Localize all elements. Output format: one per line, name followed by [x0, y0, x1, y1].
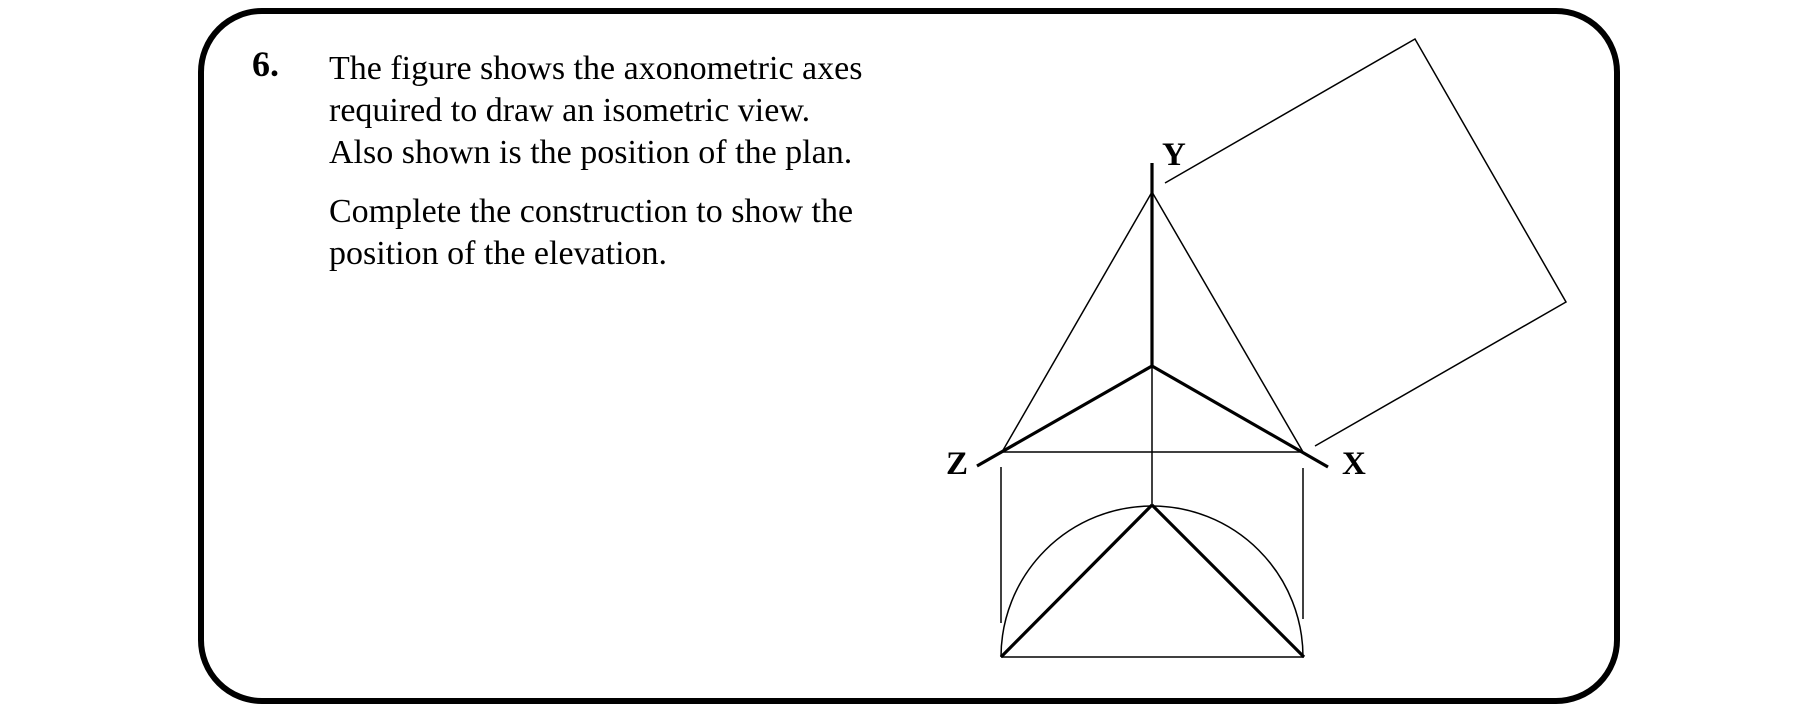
z-axis-label: Z: [946, 446, 969, 482]
question-number: 6.: [252, 44, 279, 84]
text-line: position of the elevation.: [329, 235, 668, 272]
z-axis: [977, 366, 1152, 466]
true-angle-line-right: [1152, 505, 1304, 657]
construction-semicircle: [1001, 506, 1303, 657]
true-angle-line-left: [1001, 505, 1152, 657]
y-axis-label: Y: [1162, 137, 1186, 173]
x-axis-label: X: [1342, 446, 1366, 482]
text-line: Complete the construction to show the: [329, 193, 854, 230]
construction-line-apex-x: [1152, 192, 1303, 452]
construction-line-apex-z: [1002, 192, 1152, 452]
text-line: required to draw an isometric view.: [329, 92, 811, 129]
text-line: The figure shows the axonometric axes: [329, 50, 863, 87]
plan-outline: [1165, 39, 1566, 446]
text-line: Also shown is the position of the plan.: [329, 134, 853, 171]
